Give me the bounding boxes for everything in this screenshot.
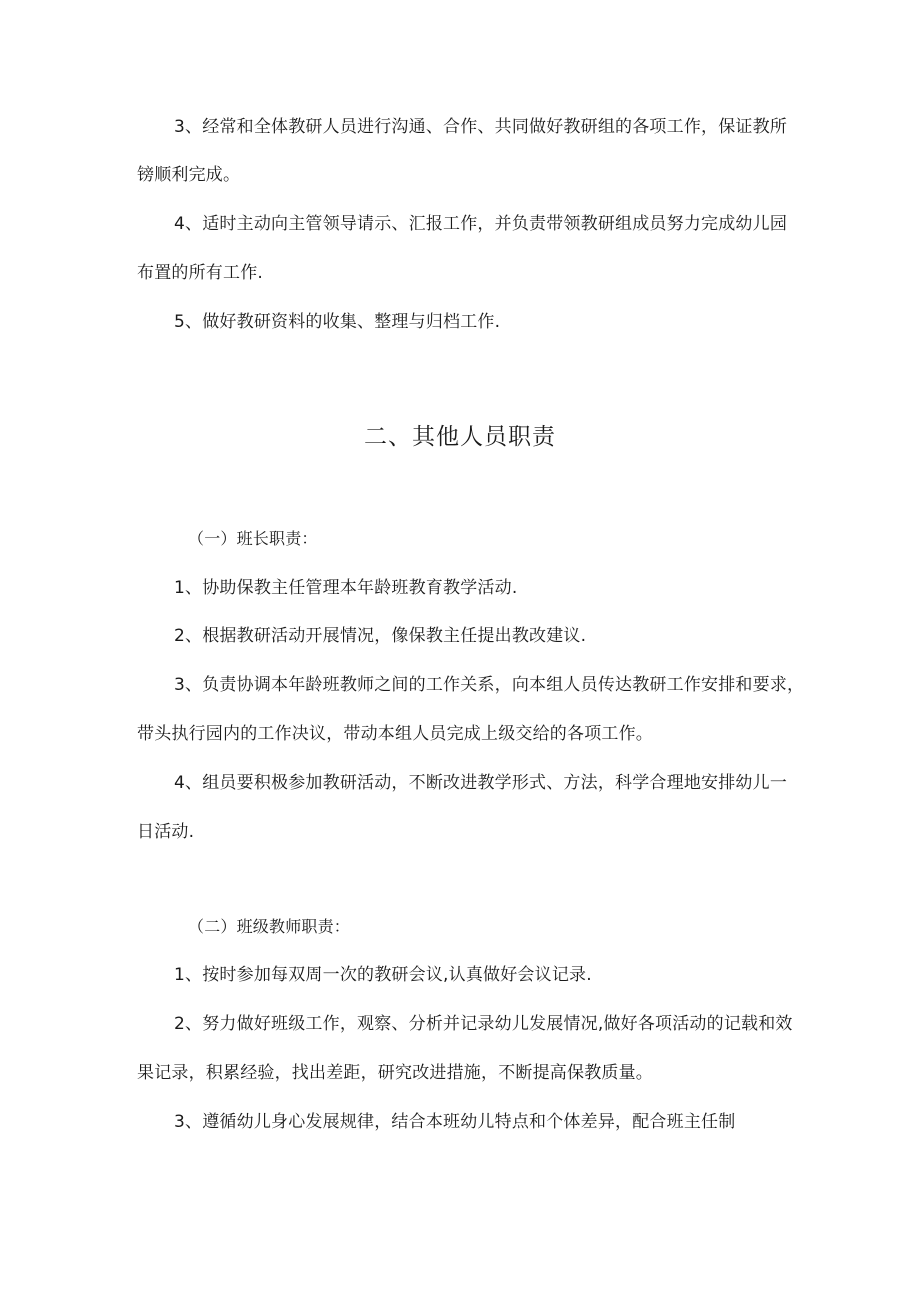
monitor-item2: 2、根据教研活动开展情况，像保教主任提出教改建议.: [174, 626, 587, 646]
monitor-item3-line1: 3、负责协调本年龄班教师之间的工作关系，向本组人员传达教研工作安排和要求，: [174, 675, 805, 695]
section-title: 二、其他人员职责: [364, 424, 556, 450]
monitor-item4-line2: 日活动.: [137, 822, 195, 842]
monitor-item1: 1、协助保教主任管理本年龄班教育教学活动.: [174, 578, 518, 598]
s1-item3-line1: 3、经常和全体教研人员进行沟通、合作、共同做好教研组的各项工作，保证教所: [174, 117, 788, 137]
teacher-item2-line1: 2、努力做好班级工作，观察、分析并记录幼儿发展情况,做好各项活动的记载和效: [174, 1014, 793, 1034]
monitor-item3-line2: 带头执行园内的工作决议，带动本组人员完成上级交给的各项工作。: [137, 724, 653, 744]
s1-item3-line2: 镑顺利完成。: [137, 165, 241, 185]
monitor-heading: （一）班长职责：: [188, 529, 318, 548]
teacher-item1: 1、按时参加每双周一次的教研会议,认真做好会议记录.: [174, 965, 592, 985]
s1-item5-line1: 5、做好教研资料的收集、整理与归档工作.: [174, 312, 501, 332]
teacher-item2-line2: 果记录，积累经验，找出差距，研究改进措施，不断提高保教质量。: [137, 1063, 653, 1083]
teacher-heading: （二）班级教师职责：: [188, 917, 351, 936]
teacher-item3-line1: 3、遵循幼儿身心发展规律，结合本班幼儿特点和个体差异，配合班主任制: [174, 1112, 736, 1132]
monitor-item4-line1: 4、组员要积极参加教研活动，不断改进教学形式、方法，科学合理地安排幼儿一: [174, 773, 788, 793]
s1-item4-line2: 布置的所有工作.: [137, 263, 264, 283]
s1-item4-line1: 4、适时主动向主管领导请示、汇报工作，并负责带领教研组成员努力完成幼儿园: [174, 214, 788, 234]
